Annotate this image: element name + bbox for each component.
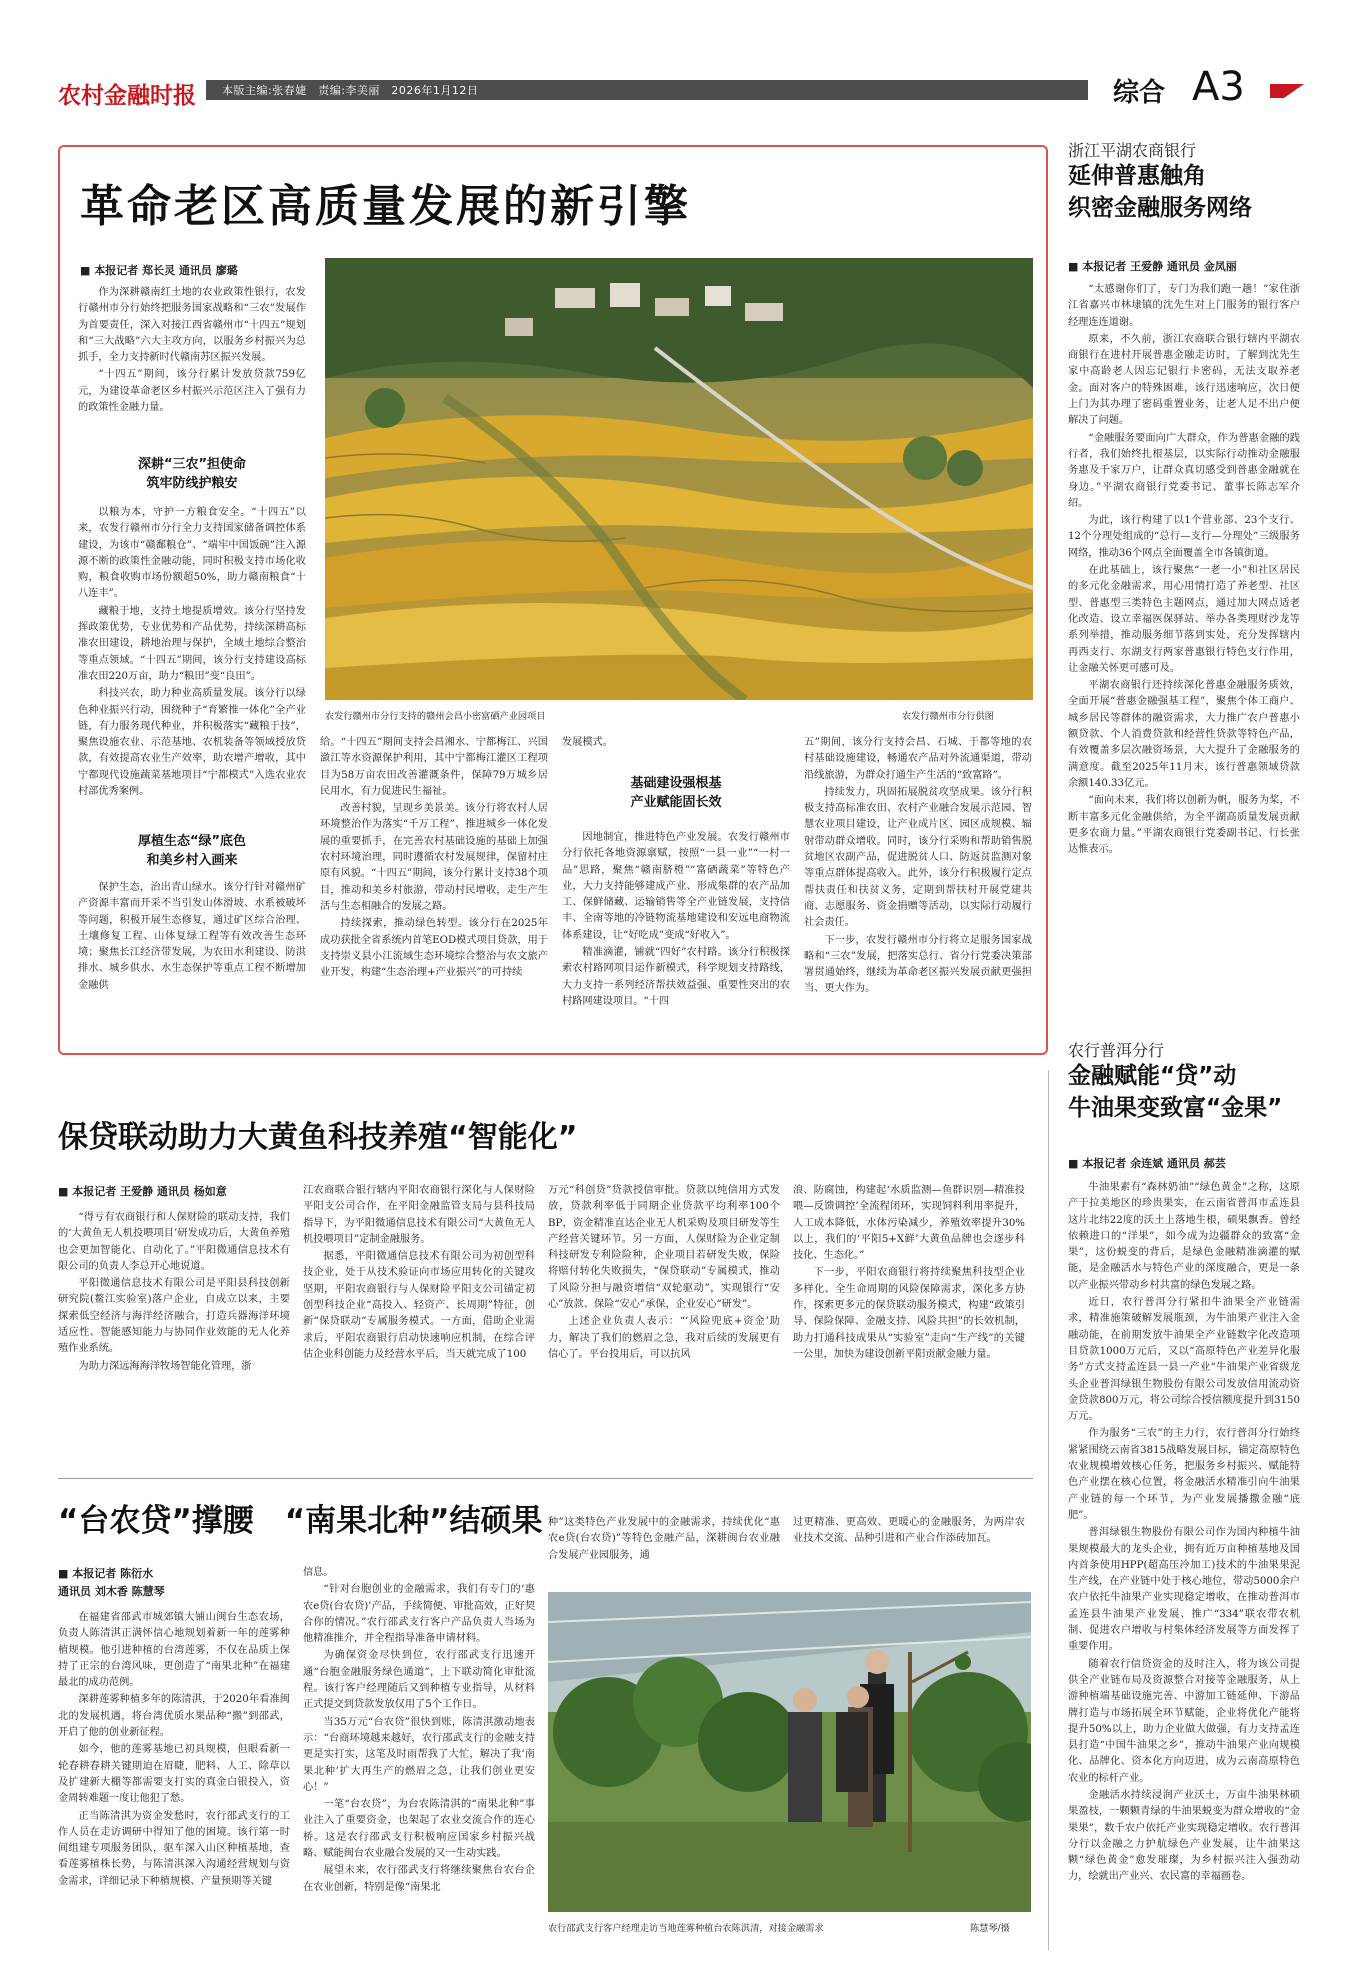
taiwan-photo-credit: 陈慧琴/摄 xyxy=(970,1923,1010,1934)
section-divider xyxy=(58,1478,1033,1479)
paragraph: 精准滴灌，铺就“四好”农村路。该分行积极探索农村路网项目运作新模式，科学规划支持路线，大力支持一系列经济帮扶效益强、重要性突出的农村路网建设项目。“十四 xyxy=(562,947,790,1007)
pinghu-body xyxy=(1068,282,1300,1027)
paragraph: 下一步，平阳农商银行将持续聚焦科技型企业多样化、全生命周期的风险保障需求，深化多方协作，探索更多元的保贷联动服务模式，构建“政策引导、保险保障、金融支持、风险共担”的长效机制，助力打通科技成果从“实验室”走向“生产线”的关键一公里，加快为建设创新平阳贡献金融力量。 xyxy=(793,1267,1025,1360)
paragraph: 科技兴农，助力种业高质量发展。该分行以绿色种业振兴行动，围绕种子“育繁推一体化”全产业链，有力服务现代种业，并积极落实“藏粮于技”，聚焦设施农业、示范基地、农机装备等领域授放贷款，有效提高农业生产效率，助农增产增收，其中宁都现代设施蔬菜基地项目“宁都模式”入选农业农村部优秀案例。 xyxy=(78,688,306,798)
paragraph: 信息。 xyxy=(303,1567,334,1578)
page-flag-icon xyxy=(1270,84,1304,98)
fish-column-3 xyxy=(548,1183,780,1461)
paper-name: 农村金融时报 xyxy=(58,77,206,110)
paragraph: “金融服务要面向广大群众，作为普惠金融的践行者，我们始终扎根基层，以实际行动推动金融服务惠及千家万户，让群众真切感受到普惠金融就在身边。”平湖农商银行党委书记、董事长陈志军介绍。 xyxy=(1068,432,1300,509)
lead-subhead-3: 基础建设强根基 产业赋能固长效 xyxy=(630,776,722,810)
taiwan-photo-caption: 农行邵武支行客户经理走访当地莲雾种植台农陈淇清，对接金融需求 xyxy=(548,1923,824,1934)
paragraph: 以粮为本，守护一方粮食安全。“十四五”以来，农发行赣州市分行全力支持国家储备调控体系建设，为该市“赣鄱粮仓”、“端牢中国饭碗”注入源源不断的政策性金融动能，同时积极支持市场化收购，粮食收购市场份额超50%，助力赣南粮食“十八连丰”。 xyxy=(78,507,306,600)
paragraph: 改善村貌，呈现乡美景美。该分行将农村人居环境整治作为落实“千万工程”、推进城乡一体化发展的重要抓手，在完善农村基础设施的基础上加强农村环境治理，同时遵循农村发展规律，保留村庄原有风貌。“十四五”期间，该分行累计支持38个项目，推动和美乡村旅游，带动村民增收，走生产生活与生态相融合的发展之路。 xyxy=(320,803,548,912)
paragraph: 持续发力，巩固拓展脱贫攻坚成果。该分行积极支持高标准农田、农村产业融合发展示范园、智慧农业项目建设，让产业成片区、园区成规模、辐射带动群众增收。同时，该分行采购和帮助销售脱贫地区农副产品，促进脱贫人口、防返贫监测对象等重点群体提高收入。此外，该分行积极履行定点帮扶责任和扶贫义务，定期到帮扶村开展党建共商、志愿服务、资金捐赠等活动，以实际行动履行社会责任。 xyxy=(804,786,1032,929)
paragraph: “针对台胞创业的金融需求，我们有专门的‘惠农e贷(台农贷)’产品，手续简便、审批高效，正好契合你的情况。”农行邵武支行客户产品负责人当场为他精准推介，并全程指导准备申请材料。 xyxy=(303,1584,535,1645)
masthead-bar xyxy=(58,80,1088,100)
taiwan-column-3 xyxy=(548,1515,780,1583)
paragraph: 种”这类特色产业发展中的金融需求，持续优化“惠农e贷(台农贷)”等特色金融产品，深耕闽台农业融合发展产业园服务，通 xyxy=(548,1517,780,1561)
paragraph: 过更精准、更高效、更暖心的金融服务，为两岸农业技术交流、品种引进和产业合作添砖加瓦。 xyxy=(793,1517,1025,1545)
paragraph: 正当陈清淇为资金发愁时，农行邵武支行的工作人员在走访调研中得知了他的困境。该行第一时间组建专项服务团队，驱车深入山区种植基地，查看莲雾植株长势，与陈清淇深入沟通经营规划与资金需求，详细记录下种植规模、产量预期等关键 xyxy=(58,1810,290,1887)
paragraph: 普洱绿银生物股份有限公司作为国内种植牛油果规模最大的龙头企业，拥有近万亩种植基地及国内首条使用HPP(超高压冷加工)技术的牛油果果泥生产线，在产业链中处于核心地位，带动5000余户农户依托牛油果产业实现稳定增收，在推动普洱市孟连县牛油果产业发展、推广“334”联农带农机制、促进农户增收与村集体经济发展等方面发挥了重要作用。 xyxy=(1068,1527,1300,1653)
paragraph: 作为服务“三农”的主力行，农行普洱分行始终紧紧围绕云南省3815战略发展目标，锚定高原特色农业规模增效核心任务，把服务乡村振兴、赋能特色产业摆在核心位置，将金融活水精准引向牛油果产业链的每一个环节，为产业发展播撒金融“底肥”。 xyxy=(1068,1428,1300,1521)
lead-column-3b xyxy=(562,830,790,1045)
paragraph: “面向未来，我们将以创新为帆，服务为桨，不断丰富多元化金融供给，为全平湖高质量发展贡献更多农商力量。”平湖农商银行党委副书记、行长张达惟表示。 xyxy=(1068,795,1300,856)
taiwan-column-1 xyxy=(58,1610,290,1955)
fish-column-1 xyxy=(58,1210,290,1460)
paragraph: 作为深耕赣南红土地的农业政策性银行，农发行赣州市分行始终把服务国家战略和“三农”发展作为首要责任，深入对接江西省赣州市“十四五”规划和“三大战略”六大主攻方向，以服务乡村振兴为总抓手，全力支持新时代赣南苏区振兴发展。 xyxy=(78,287,306,364)
lead-section-2 xyxy=(78,880,306,1042)
paragraph: 为助力深远海海洋牧场智能化管理，浙 xyxy=(78,1360,252,1372)
puer-title: 金融赋能“贷”动 牛油果变致富“金果” xyxy=(1068,1063,1283,1121)
paragraph: 浪、防腐蚀，构建起‘水质监测—鱼群识别—精准投喂—反馈调控’全流程闭环，实现饲料利用率提升，人工成本降低，水体污染减少，养殖效率提升30%以上，我们的‘平阳5+X鲜’大黄鱼品牌也会逐步科技化、生态化。” xyxy=(793,1185,1025,1262)
lead-photo-credit: 农发行赣州市分行供图 xyxy=(902,711,994,722)
lead-column-3a xyxy=(562,735,790,755)
paragraph: 保护生态，治出青山绿水。该分行针对赣州矿产资源丰富而开采不当引发山体滑坡、水系被破坏等问题，积极开展生态修复，通过矿区综合治理、土壤修复工程、山体复绿工程等有效改善生态环境；聚焦长江经济带发展，为农田水利建设、防洪排水、城乡供水、水生态保护等重点工程不断增加金融供 xyxy=(78,882,306,991)
paragraph: 为确保资金尽快到位，农行邵武支行迅速开通“台胞金融服务绿色通道”，上下联动简化审批流程。该行客户经理随后又到种植专业指导，从材料正式提交到贷款发放仅用了5个工作日。 xyxy=(303,1650,535,1711)
paragraph: 因地制宜，推进特色产业发展。农发行赣州市分行依托各地资源禀赋，按照“一县一业”“一村一品”思路，聚焦“赣南脐橙”“富硒蔬菜”等特色产业，大力支持能够建成产业、形成集群的农产品加工、保鲜储藏、运输销售等全产业链发展，支持信丰、全南等地的冷链物流基地建设和安远电商物流体系建设，让“好吃成”变成“好收入”。 xyxy=(562,832,790,941)
fish-column-2 xyxy=(303,1183,535,1461)
paragraph: 当35万元“台农贷”很快到账，陈清淇激动地表示：“台商环境越来越好，农行邵武支行的金融支持更是实打实，这笔及时雨帮我了大忙，解决了我‘南果北种’扩大再生产的燃眉之急，让我们创业更安心！” xyxy=(303,1716,535,1793)
paragraph: 金融活水持续浸润产业沃土，万亩牛油果林硕果盈枝，一颗颗青绿的牛油果蜕变为群众增收的“金果果”，数千农户依托产业实现稳定增收。农行普洱分行以金融之力护航绿色产业发展，让牛油果这颗“绿色黄金”愈发璀璨，为乡村振兴注入强劲动力，绘就出产业兴、农民富的幸福画卷。 xyxy=(1068,1789,1300,1883)
page-section: 综合 xyxy=(1113,78,1166,108)
paragraph: 在福建省邵武市城郊镇大铺山闽台生态农场，负责人陈清淇正满怀信心地规划着新一年的莲雾种植规模。他引进种植的台湾莲雾，不仅在品质上保持了正宗的台湾风味，更创造了“南果北种”在福建最北的成功范例。 xyxy=(58,1612,290,1689)
paragraph: 牛油果素有“森林奶油”“绿色黄金”之称，这原产于拉美地区的珍贵果实，在云南省普洱市孟连县这片北纬22度的沃土上落地生根，硕果飘香。曾经依赖进口的“洋果”，如今成为边疆群众的致富“金果”，这份蜕变的背后，是绿色金融精准滴灌的赋能，是金融活水与特色产业的深度融合，更是一条以产业振兴带动乡村共富的绿色发展之路。 xyxy=(1068,1182,1300,1291)
lead-column-4 xyxy=(804,735,1032,1045)
taiwan-column-4 xyxy=(793,1515,1025,1583)
paragraph: 原来，不久前，浙江农商联合银行辖内平湖农商银行在进村开展普惠金融走访时，了解到沈先生家中高龄老人因忘记银行卡密码，无法支取养老金。面对客户的特殊困难，该行迅速响应，次日便上门为其办理了密码重置业务，让老人足不出户便解决了问题。 xyxy=(1068,333,1300,427)
paragraph: 上述企业负责人表示：“‘风险兜底+资金’助力，解决了我们的燃眉之急，我对后续的发展更有信心了。平台投用后，可以抗风 xyxy=(548,1316,780,1360)
taiwan-photo-orchard xyxy=(548,1592,1031,1912)
lead-article-title: 革命老区高质量发展的新引擎 xyxy=(80,181,691,232)
lead-byline: ■ 本报记者 郑长灵 通讯员 廖璐 xyxy=(80,262,238,278)
puer-kicker: 农行普洱分行 xyxy=(1068,1041,1165,1060)
lead-photo-caption: 农发行赣州市分行支持的赣州会昌小密富硒产业园项目 xyxy=(325,711,546,722)
paragraph: “太感谢你们了，专门为我们跑一趟！”家住浙江省嘉兴市林埭镇的沈先生对上门服务的银行客户经理连连道谢。 xyxy=(1068,284,1300,328)
masthead-info: 本版主编:张春婕 责编:李美丽 2026年1月12日 xyxy=(222,84,479,97)
lead-subhead-2: 厚植生态“绿”底色 和美乡村入画来 xyxy=(137,834,247,868)
paragraph: 近日，农行普洱分行紧扣牛油果全产业链需求，精准施策破解发展瓶颈，为牛油果产业注入金融动能，在前期发放牛油果全产业链数字化改造项目贷款1000万元后，又以“高原特色产业差异化服务”方式支持孟连县一县一产业“牛油果产业省级龙头企业普洱绿银生物股份有限公司发放信用流动资金贷款800万元，将公司综合授信额度提升到3150万元。 xyxy=(1068,1297,1300,1423)
paragraph: 江农商联合银行辖内平阳农商银行深化与人保财险平阳支公司合作，在平阳金融监管支局与县科技局指导下，为平阳微通信息技术有限公司“大黄鱼无人机投喂项目”定制金融服务。 xyxy=(303,1185,535,1245)
paragraph: 深耕莲雾种植多年的陈清淇，于2020年看准闽北的发展机遇，将台湾优质水果品种“搬”到邵武，开启了他的创业新征程。 xyxy=(58,1694,290,1739)
paragraph: 为此，该行构建了以1个营业部、23个支行、12个分理处组成的“总行—支行—分理处”三级服务网络，推动36个网点全面覆盖全市各镇街道。 xyxy=(1068,515,1300,559)
lead-section-1 xyxy=(78,505,306,835)
paragraph: “得亏有农商银行和人保财险的联动支持，我们的‘大黄鱼无人机投喂项目’研发成功后，大黄鱼养殖也会更加智能化、自动化了。”平阳微通信息技术有限公司的负责人李总开心地说道。 xyxy=(58,1212,290,1272)
paragraph: 发展模式。 xyxy=(562,737,613,748)
puer-byline: ■ 本报记者 余连斌 通讯员 郝芸 xyxy=(1068,1155,1226,1171)
fish-byline: ■ 本报记者 王爱静 通讯员 杨如意 xyxy=(58,1183,227,1199)
puer-body xyxy=(1068,1180,1300,1950)
paragraph: “十四五”期间，该分行累计发放贷款759亿元，为建设革命老区乡村振兴示范区注入了强有力的政策性金融力量。 xyxy=(78,369,306,414)
paragraph: 持续探索，推动绿色转型。该分行在2025年成功获批全省系统内首笔EOD模式项目贷款，用于支持崇义县小江流域生态环境综合整治与农文旅产业开发，构建“生态治理+产业振兴”的可持续 xyxy=(320,918,548,979)
paragraph: 给。“十四五”期间支持会昌湘水、宁都梅江、兴国潋江等水资源保护利用，其中宁都梅江灌区工程项目为58万亩农田改善灌溉条件，保障79万城乡居民用水，有力促进民生福祉。 xyxy=(320,737,548,797)
sidebar-divider xyxy=(1048,1070,1049,1950)
paragraph: 展望未来，农行邵武支行将继续聚焦台农台企在农业创新，特别是像“南果北 xyxy=(303,1865,535,1893)
lead-intro xyxy=(78,285,306,463)
lead-photo-terraced-fields xyxy=(325,258,1033,700)
paragraph: 五”期间，该分行支持会昌、石城、于都等地的农村基础设施建设，畅通农产品对外流通渠道，带动沿线旅游，为群众打通生产生活的“致富路”。 xyxy=(804,737,1032,781)
paragraph: 如今，他的莲雾基地已初具规模，但眼看新一轮春耕春耕关键期迫在眉睫，肥料、人工、除草以及扩建新大棚等都需要支打实的真金白银投入，资金周转难题一度让他犯了愁。 xyxy=(58,1744,290,1805)
taiwan-article-title: “台农贷”撑腰 “南果北种”结硕果 xyxy=(58,1503,543,1539)
paragraph: 一笔“台农贷”，为台农陈清淇的“南果北种”事业注入了重要资金，也架起了农业交流合作的连心桥。这是农行邵武支行积极响应国家乡村振兴战略、赋能闽台农业融合发展的又一生动实践。 xyxy=(303,1799,535,1860)
paragraph: 万元“科创贷”贷款授信审批。贷款以纯信用方式发放，贷款利率低于同期企业贷款平均利率100个BP，资金精准直达企业无人机采购及项目研发等生产经营关键环节。另一方面，人保财险为企业定制科技研发专利险险种，企业项目若研发失败，保险将赔付转化失败损失，“保贷联动”专属模式，推动了风险分担与融资增信“双轮驱动”，实现银行“安心”放款、保险“安心”承保，企业安心“研发”。 xyxy=(548,1185,780,1311)
pinghu-byline: ■ 本报记者 王爱静 通讯员 金凤丽 xyxy=(1068,258,1237,274)
lead-column-2 xyxy=(320,735,548,1045)
taiwan-byline: ■ 本报记者 陈衍水 通讯员 刘木香 陈慧琴 xyxy=(58,1565,165,1601)
paragraph: 据悉，平阳微通信息技术有限公司为初创型科技企业，处于从技术验证向市场应用转化的关键攻坚期，平阳农商银行与人保财险平阳支公司锚定初创型科技企业“高投入、轻资产、长周期”特征，创新“保贷联动”专属服务模式。一方面，借助企业需求后，平阳农商银行启动快速响应机制，在综合评估企业科创能力及经营水平后，当天就完成了100 xyxy=(303,1251,535,1360)
taiwan-column-2 xyxy=(303,1565,535,1955)
paragraph: 平阳微通信息技术有限公司是平阳县科技创新研究院(鳌江实验室)落户企业，自成立以来，主要探索低空经济与海洋经济融合，打造兵器海洋环境适应性、智能感知能力与协同作业效能的无人化养殖作业系统。 xyxy=(58,1278,290,1355)
paragraph: 藏粮于地，支持土地提质增效。该分行坚持发挥政策优势，专业优势和产品优势，持续深耕高标准农田建设，耕地治理与保护，全域土地综合整治等重点领域。“十四五”期间，该分行支持建设高标准农田220万亩，助力“粮田”变“良田”。 xyxy=(78,605,306,682)
page-number: A3 xyxy=(1192,64,1245,110)
paragraph: 下一步，农发行赣州市分行将立足服务国家战略和“三农”发展，把落实总行、省分行党委决策部署贯通始终，继续为革命老区振兴发展贡献更强担当、更大作为。 xyxy=(804,934,1032,995)
paragraph: 平湖农商银行还持续深化普惠金融服务质效，全面开展“普惠金融强基工程”，聚焦个体工商户、城乡居民等群体的融资需求，大力推广农户普惠小额贷款、个人消费贷款和经营性贷款等特色产品，有效覆盖多层次融资场景，大大提升了金融服务的满意度。截至2025年11月末，该行普惠领域贷款余额140.33亿元。 xyxy=(1068,680,1300,789)
fish-article-title: 保贷联动助力大黄鱼科技养殖“智能化” xyxy=(58,1120,578,1155)
fish-column-4 xyxy=(793,1183,1025,1461)
paragraph: 在此基础上，该行聚焦“一老一小”和社区居民的多元化金融需求，用心用情打造了养老型、社区型、普惠型三类特色主题网点，通过加大网点适老化改造、设立幸福医保驿站、举办各类理财沙龙等系列举措，推动服务细节落到实处，充分发挥辖内再西支行、东湖支行两家普惠银行特色支行作用，让金融关怀更可感可及。 xyxy=(1068,565,1300,674)
paragraph: 随着农行信贷资金的及时注入，将为该公司提供全产业链布局及资源整合对接等金融服务，从上游种植端基础设施完善、中游加工链延伸、下游品牌打造与市场拓展全环节赋能，企业将优化产能将提升50%以上，助力企业做大做强，有力支持孟连县打造“中国牛油果之乡”，推动牛油果产业向规模化、品牌化、资本化方向迈进，成为云南高原特色农业的标杆产业。 xyxy=(1068,1658,1300,1784)
lead-subhead-1: 深耕“三农”担使命 筑牢防线护粮安 xyxy=(137,457,247,491)
pinghu-title: 延伸普惠触角 织密金融服务网络 xyxy=(1068,163,1252,221)
pinghu-kicker: 浙江平湖农商银行 xyxy=(1068,141,1197,160)
